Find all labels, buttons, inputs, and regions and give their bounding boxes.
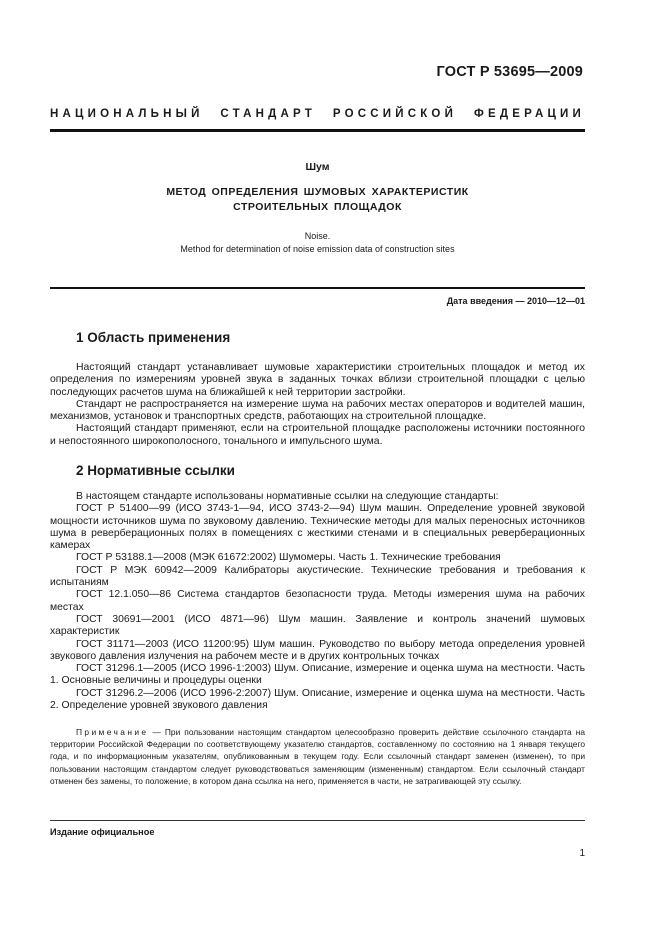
standard-title-line-2: СТРОИТЕЛЬНЫХ ПЛОЩАДОК	[233, 201, 402, 213]
normative-reference: ГОСТ 31296.1—2005 (ИСО 1996-1:2003) Шум. Описание, измерение и оценка шума на местности. Часть 1. Основные величины и процедуры оценки	[50, 663, 585, 687]
normative-reference: ГОСТ Р МЭК 60942—2009 Калибраторы акустические. Технические требования и требования к испытаниям	[50, 564, 585, 589]
introduction-date: Дата введения — 2010—12—01	[446, 296, 585, 306]
note-label: Примечание	[76, 727, 149, 737]
top-rule	[50, 129, 585, 132]
middle-rule	[50, 287, 585, 289]
section-1-paragraph: Настоящий стандарт устанавливает шумовые характеристики строительных площадок и метод их определения по измерениям уровней звука в заданных точках вблизи строительной площадки с целью последующих расчетов шума на ближайшей к ней территории застройки.	[50, 362, 585, 398]
normative-reference: ГОСТ 31296.2—2006 (ИСО 1996-2:2007) Шум. Описание, измерение и оценка шума на местности. Часть 2. Определение уровней звукового давления	[50, 687, 585, 712]
english-title-line-1: Noise.	[304, 231, 331, 241]
note-paragraph	[50, 726, 585, 787]
note-block	[50, 726, 585, 787]
national-standard-heading: НАЦИОНАЛЬНЫЙ СТАНДАРТ РОССИЙСКОЙ ФЕДЕРАЦИИ	[50, 108, 585, 120]
normative-reference: ГОСТ 30691—2001 (ИСО 4871—96) Шум машин. Заявление и контроль значений шумовых характеристик	[50, 613, 585, 638]
section-1-heading: 1 Область применения	[76, 330, 231, 345]
section-1-paragraph: Настоящий стандарт применяют, если на строительной площадке расположены источники постоянного и непостоянного широкополосного, тонального и импульсного шума.	[50, 423, 585, 447]
section-1-paragraph: Стандарт не распространяется на измерение шума на рабочих местах операторов и водителей машин, механизмов, установок и транспортных средств, работающих на строительной площадке.	[50, 398, 585, 423]
section-1-body	[50, 362, 585, 448]
section-2-heading: 2 Нормативные ссылки	[76, 463, 235, 478]
page-number: 1	[579, 848, 585, 859]
english-title-line-2: Method for determination of noise emission data of construction sites	[180, 244, 455, 254]
normative-reference: ГОСТ 31171—2003 (ИСО 11200:95) Шум машин. Руководство по выбору метода определения уровней звукового давления излучения на рабочем месте и в других контрольных точках	[50, 638, 585, 662]
normative-reference: ГОСТ 12.1.050—86 Система стандартов безопасности труда. Методы измерения шума на рабочих местах	[50, 589, 585, 613]
normative-reference: ГОСТ Р 51400—99 (ИСО 3743-1—94, ИСО 3743-2—94) Шум машин. Определение уровней звуковой мощности источников шума по звуковому давлению. Технические методы для малых переносных источников шума в реверберационных полях в помещениях с жесткими стенами и в специальных реверберационных камерах	[50, 503, 585, 552]
document-number: ГОСТ Р 53695—2009	[436, 64, 583, 80]
normative-reference: ГОСТ Р 53188.1—2008 (МЭК 61672:2002) Шумомеры. Часть 1. Технические требования	[76, 552, 501, 564]
note-text: — При пользовании настоящим стандартом целесообразно проверить действие ссылочного стандарта на территории Российской Федерации по соответствующему указателю стандартов, составленному по состоянию на 1 января текущего года, и по информационным указателям, опубликованным в текущем году. Если ссылочный стандарт заменен (изменен), то при пользовании настоящим стандартом следует руководствоваться заменяющим (измененным) стандартом. Если ссылочный стандарт отменен без замены, то положение, в котором дана ссылка на него, применяется в части, не затрагивающей эту ссылку.	[50, 727, 585, 786]
standard-subject: Шум	[305, 161, 330, 173]
section-2-intro: В настоящем стандарте использованы нормативные ссылки на следующие стандарты:	[76, 491, 499, 502]
standard-title-line-1: МЕТОД ОПРЕДЕЛЕНИЯ ШУМОВЫХ ХАРАКТЕРИСТИК	[166, 186, 469, 198]
official-edition-label: Издание официальное	[50, 827, 155, 837]
section-2-body	[50, 491, 585, 712]
bottom-rule	[50, 820, 585, 821]
